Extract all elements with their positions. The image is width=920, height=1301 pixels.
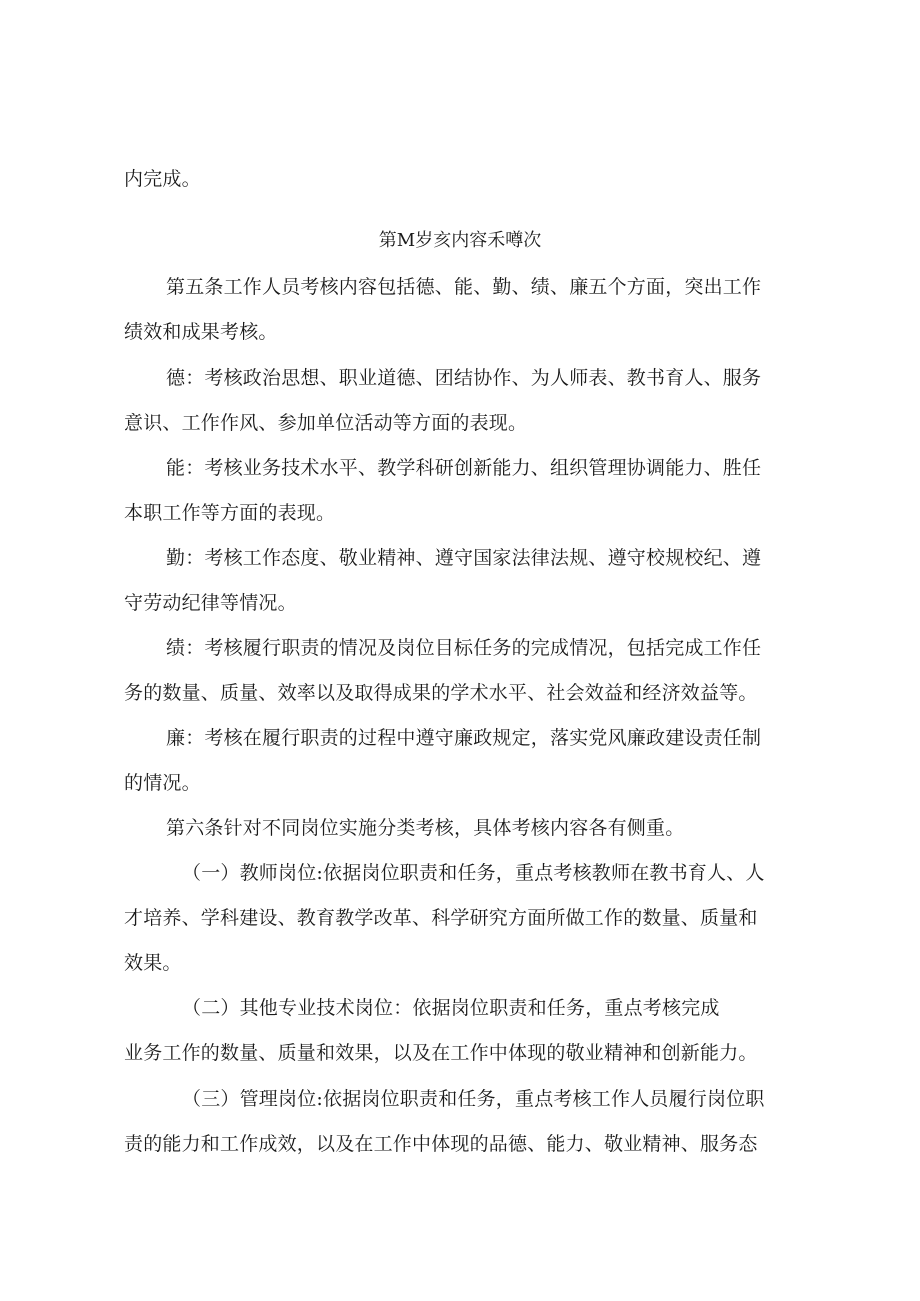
management-post-line-1: （三）管理岗位:依据岗位职责和任务，重点考核工作人员履行岗位职 xyxy=(182,1088,765,1110)
technical-post-line-2: 业务工作的数量、质量和效果，以及在工作中体现的敬业精神和创新能力。 xyxy=(124,1042,758,1064)
performance-line-2: 务的数量、质量、效率以及取得成果的学术水平、社会效益和经济效益等。 xyxy=(124,682,758,704)
virtue-line-2: 意识、工作作风、参加单位活动等方面的表现。 xyxy=(124,412,528,434)
teacher-post-line-1: （一）教师岗位:依据岗位职责和任务，重点考核教师在教书育人、人 xyxy=(182,862,765,884)
chapter-heading: 第M岁亥内容禾噂次 xyxy=(378,230,542,251)
diligence-line-1: 勤：考核工作态度、敬业精神、遵守国家法律法规、遵守校规校纪、遵 xyxy=(166,547,762,569)
management-post-line-2: 责的能力和工作成效，以及在工作中体现的品德、能力、敬业精神、服务态 xyxy=(124,1133,758,1155)
ability-line-1: 能：考核业务技术水平、教学科研创新能力、组织管理协调能力、胜任 xyxy=(166,457,762,479)
teacher-post-line-3: 效果。 xyxy=(124,952,182,974)
article-6-line-1: 第六条针对不同岗位实施分类考核，具体考核内容各有侧重。 xyxy=(166,817,685,839)
continuation-line: 内完成。 xyxy=(124,168,201,190)
technical-post-line-1: （二）其他专业技术岗位：依据岗位职责和任务，重点考核完成 xyxy=(182,997,720,1019)
ability-line-2: 本职工作等方面的表现。 xyxy=(124,502,336,524)
integrity-line-1: 廉：考核在履行职责的过程中遵守廉政规定，落实党风廉政建设责任制 xyxy=(166,727,762,749)
teacher-post-line-2: 才培养、学科建设、教育教学改革、科学研究方面所做工作的数量、质量和 xyxy=(124,907,758,929)
performance-line-1: 绩：考核履行职责的情况及岗位目标任务的完成情况，包括完成工作任 xyxy=(166,637,762,659)
diligence-line-2: 守劳动纪律等情况。 xyxy=(124,592,297,614)
article-5-line-2: 绩效和成果考核。 xyxy=(124,321,278,343)
article-5-line-1: 第五条工作人员考核内容包括德、能、勤、绩、廉五个方面，突出工作 xyxy=(166,276,762,298)
integrity-line-2: 的情况。 xyxy=(124,772,201,794)
virtue-line-1: 德：考核政治思想、职业道德、团结协作、为人师表、教书育人、服务 xyxy=(166,367,762,389)
